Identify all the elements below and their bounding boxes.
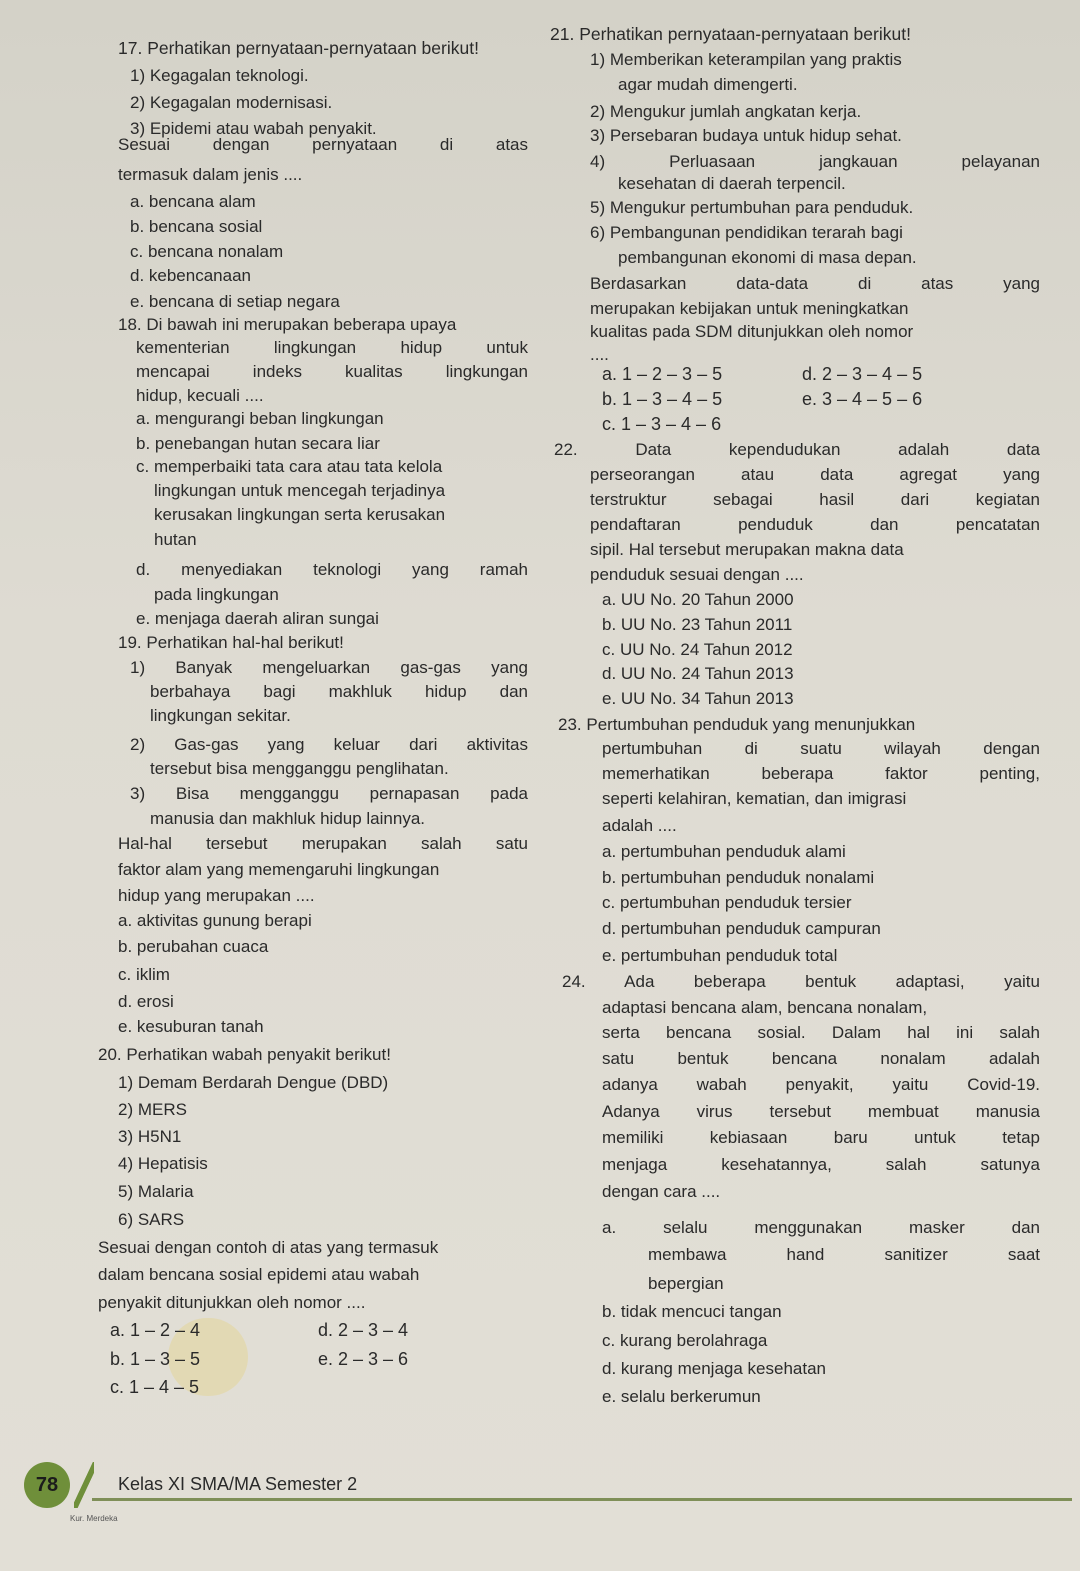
q22-option: e. UU No. 34 Tahun 2013 — [602, 689, 794, 708]
q23-option: d. pertumbuhan penduduk campuran — [602, 919, 881, 938]
q18-option: e. menjaga daerah aliran sungai — [136, 609, 379, 628]
q20-item: 3) H5N1 — [118, 1127, 182, 1146]
q18-option: d. menyediakan teknologi yang ramah — [136, 560, 528, 579]
q19-item: 1) Banyak mengeluarkan gas-gas yang — [130, 658, 528, 677]
q20-item: 5) Malaria — [118, 1182, 194, 1201]
q19-stem: hidup yang merupakan .... — [118, 886, 315, 905]
q22-stem: penduduk sesuai dengan .... — [590, 565, 804, 584]
q19-stem: Hal-hal tersebut merupakan salah satu — [118, 834, 528, 853]
q19-item: manusia dan makhluk hidup lainnya. — [150, 809, 426, 828]
q19-item: 2) Gas-gas yang keluar dari aktivitas — [130, 735, 528, 754]
q23-stem: 23. Pertumbuhan penduduk yang menunjukkan — [558, 715, 916, 734]
q24-stem: memiliki kebiasaan baru untuk tetap — [602, 1128, 1040, 1147]
q21-option: b. 1 – 3 – 4 – 5 — [602, 389, 723, 409]
q24-option: c. kurang berolahraga — [602, 1331, 768, 1350]
q21-item: agar mudah dimengerti. — [618, 75, 798, 94]
q24-stem: satu bentuk bencana nonalam adalah — [602, 1049, 1040, 1068]
q19-stem: faktor alam yang memengaruhi lingkungan — [118, 860, 440, 879]
q17-option: a. bencana alam — [130, 192, 256, 211]
q24-stem: adaptasi bencana alam, bencana nonalam, — [602, 998, 928, 1017]
q22-stem: sipil. Hal tersebut merupakan makna data — [590, 540, 904, 559]
q20-intro: 20. Perhatikan wabah penyakit berikut! — [98, 1045, 391, 1064]
q21-stem: kualitas pada SDM ditunjukkan oleh nomor — [590, 322, 914, 341]
q19-option: d. erosi — [118, 992, 174, 1011]
q19-intro: 19. Perhatikan hal-hal berikut! — [118, 633, 344, 652]
q21-option: d. 2 – 3 – 4 – 5 — [802, 364, 923, 384]
page-number: 78 — [24, 1462, 70, 1508]
q18-option: c. memperbaiki tata cara atau tata kelola — [136, 457, 443, 476]
q22-option: d. UU No. 24 Tahun 2013 — [602, 664, 794, 683]
q24-stem: menjaga kesehatannya, salah satunya — [602, 1155, 1040, 1174]
q20-stem: penyakit ditunjukkan oleh nomor .... — [98, 1293, 366, 1312]
q20-item: 2) MERS — [118, 1100, 187, 1119]
q18-option: a. mengurangi beban lingkungan — [136, 409, 384, 428]
q22-stem: pendaftaran penduduk dan pencatatan — [590, 515, 1040, 534]
q24-stem: 24. Ada beberapa bentuk adaptasi, yaitu — [562, 972, 1040, 991]
q17-option: c. bencana nonalam — [130, 242, 284, 261]
q24-stem: Adanya virus tersebut membuat manusia — [602, 1102, 1040, 1121]
q18-stem: hidup, kecuali .... — [136, 386, 264, 405]
q24-stem: adanya wabah penyakit, yaitu Covid-19. — [602, 1075, 1040, 1094]
q17-stem: Sesuai dengan pernyataan di atas — [118, 135, 528, 154]
q20-item: 6) SARS — [118, 1210, 185, 1229]
q21-option: a. 1 – 2 – 3 – 5 — [602, 364, 723, 384]
q18-option: hutan — [154, 530, 197, 549]
q20-option: e. 2 – 3 – 6 — [318, 1349, 409, 1369]
footer-decoration — [74, 1462, 94, 1508]
q20-option: a. 1 – 2 – 4 — [110, 1320, 201, 1340]
q23-option: c. pertumbuhan penduduk tersier — [602, 893, 852, 912]
q23-option: b. pertumbuhan penduduk nonalami — [602, 868, 875, 887]
q23-option: a. pertumbuhan penduduk alami — [602, 842, 846, 861]
q22-option: b. UU No. 23 Tahun 2011 — [602, 615, 793, 634]
q18-option: b. penebangan hutan secara liar — [136, 434, 380, 453]
q23-option: e. pertumbuhan penduduk total — [602, 946, 838, 965]
footer-rule — [92, 1498, 1072, 1501]
q21-item: 4) Perluasaan jangkauan pelayanan — [590, 152, 1040, 171]
q21-item: 3) Persebaran budaya untuk hidup sehat. — [590, 126, 902, 145]
q24-option: a. selalu menggunakan masker dan — [602, 1218, 1040, 1237]
q23-stem: memerhatikan beberapa faktor penting, — [602, 764, 1040, 783]
q21-stem: Berdasarkan data-data di atas yang — [590, 274, 1040, 293]
publisher-note: Kur. Merdeka — [70, 1514, 118, 1523]
q19-item: tersebut bisa mengganggu penglihatan. — [150, 759, 449, 778]
q23-stem: adalah .... — [602, 816, 677, 835]
q24-option: d. kurang menjaga kesehatan — [602, 1359, 826, 1378]
q20-stem: Sesuai dengan contoh di atas yang termasuk — [98, 1238, 439, 1257]
q17-intro: 17. Perhatikan pernyataan-pernyataan berikut! — [118, 38, 479, 58]
q21-intro: 21. Perhatikan pernyataan-pernyataan berikut! — [550, 24, 911, 44]
q17-item: 2) Kegagalan modernisasi. — [130, 93, 333, 112]
q19-option: c. iklim — [118, 965, 170, 984]
book-title: Kelas XI SMA/MA Semester 2 — [118, 1474, 358, 1494]
q24-option: membawa hand sanitizer saat — [648, 1245, 1040, 1264]
q21-item: pembangunan ekonomi di masa depan. — [618, 248, 917, 267]
q24-option: b. tidak mencuci tangan — [602, 1302, 782, 1321]
q21-option: e. 3 – 4 – 5 – 6 — [802, 389, 923, 409]
q17-stem: termasuk dalam jenis .... — [118, 165, 303, 184]
q21-stem: merupakan kebijakan untuk meningkatkan — [590, 299, 909, 318]
q19-item: berbahaya bagi makhluk hidup dan — [150, 682, 528, 701]
q22-option: c. UU No. 24 Tahun 2012 — [602, 640, 793, 659]
q22-stem: 22. Data kependudukan adalah data — [554, 440, 1040, 459]
q17-option: e. bencana di setiap negara — [130, 292, 340, 311]
q21-item: 1) Memberikan keterampilan yang praktis — [590, 50, 902, 69]
q19-item: 3) Bisa mengganggu pernapasan pada — [130, 784, 528, 803]
q24-stem: serta bencana sosial. Dalam hal ini salah — [602, 1023, 1040, 1042]
q18-option: lingkungan untuk mencegah terjadinya — [154, 481, 446, 500]
q20-item: 1) Demam Berdarah Dengue (DBD) — [118, 1073, 389, 1092]
q21-stem: .... — [590, 345, 609, 364]
q23-stem: seperti kelahiran, kematian, dan imigrasi — [602, 789, 907, 808]
q19-item: lingkungan sekitar. — [150, 706, 291, 725]
q17-option: b. bencana sosial — [130, 217, 263, 236]
q24-option: bepergian — [648, 1274, 724, 1293]
q20-item: 4) Hepatisis — [118, 1154, 208, 1173]
q19-option: b. perubahan cuaca — [118, 937, 269, 956]
q20-option: b. 1 – 3 – 5 — [110, 1349, 201, 1369]
q17-item: 1) Kegagalan teknologi. — [130, 66, 309, 85]
q18-stem: mencapai indeks kualitas lingkungan — [136, 362, 528, 381]
q19-option: e. kesuburan tanah — [118, 1017, 264, 1036]
q20-option: d. 2 – 3 – 4 — [318, 1320, 409, 1340]
q21-item: 5) Mengukur pertumbuhan para penduduk. — [590, 198, 914, 217]
q24-option: e. selalu berkerumun — [602, 1387, 761, 1406]
q20-stem: dalam bencana sosial epidemi atau wabah — [98, 1265, 420, 1284]
q23-stem: pertumbuhan di suatu wilayah dengan — [602, 739, 1040, 758]
q17-item: 3) Epidemi atau wabah penyakit. — [130, 119, 377, 138]
q18-stem: 18. Di bawah ini merupakan beberapa upaya — [118, 315, 457, 334]
q21-item: 6) Pembangunan pendidikan terarah bagi — [590, 223, 903, 242]
q22-stem: terstruktur sebagai hasil dari kegiatan — [590, 490, 1040, 509]
q21-item: kesehatan di daerah terpencil. — [618, 174, 846, 193]
q18-stem: kementerian lingkungan hidup untuk — [136, 338, 528, 357]
q21-item: 2) Mengukur jumlah angkatan kerja. — [590, 102, 862, 121]
q22-option: a. UU No. 20 Tahun 2000 — [602, 590, 794, 609]
q21-option: c. 1 – 3 – 4 – 6 — [602, 414, 722, 434]
q19-option: a. aktivitas gunung berapi — [118, 911, 312, 930]
q17-option: d. kebencanaan — [130, 266, 251, 285]
q18-option: pada lingkungan — [154, 585, 279, 604]
q24-stem: dengan cara .... — [602, 1182, 721, 1201]
q18-option: kerusakan lingkungan serta kerusakan — [154, 505, 446, 524]
q22-stem: perseorangan atau data agregat yang — [590, 465, 1040, 484]
q20-option: c. 1 – 4 – 5 — [110, 1377, 200, 1397]
